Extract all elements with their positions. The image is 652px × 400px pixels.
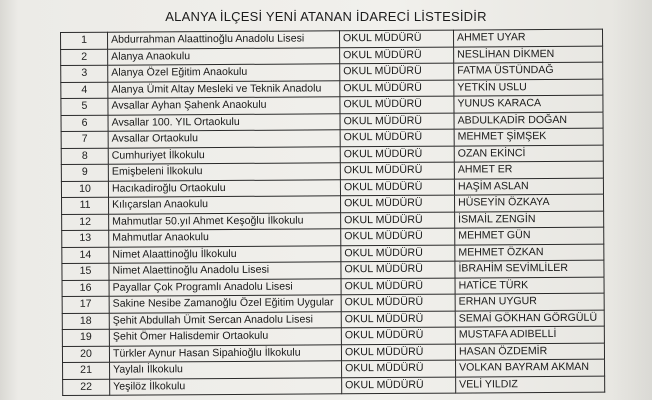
position-cell: OKUL MÜDÜRÜ [340,113,454,130]
position-cell: OKUL MÜDÜRÜ [340,47,454,64]
school-name-cell: Avsallar Ortaokulu [108,130,340,148]
position-cell: OKUL MÜDÜRÜ [340,63,454,80]
administrator-name-cell: YETKİN USLU [454,79,603,96]
position-cell: OKUL MÜDÜRÜ [341,311,455,328]
school-name-cell: Kılıçarslan Anaokulu [109,196,341,214]
row-number: 14 [62,247,109,264]
position-cell: OKUL MÜDÜRÜ [341,294,455,311]
row-number: 7 [61,131,108,148]
row-number: 19 [62,329,109,346]
row-number: 2 [61,49,108,66]
page-shadow [612,0,652,400]
administrator-name-cell: HASAN ÖZDEMİR [455,343,604,360]
row-number: 5 [61,98,108,115]
row-number: 1 [61,32,108,49]
row-number: 8 [61,148,108,165]
administrator-name-cell: MUSTAFA ADIBELLİ [455,326,604,343]
school-name-cell: Şehit Abdullah Ümit Sercan Anadolu Lisesi [109,311,341,329]
school-name-cell: Avsallar Ayhan Şahenk Anaokulu [108,97,340,115]
school-name-cell: Alanya Ümit Altay Mesleki ve Teknik Anadolu [108,80,340,98]
school-name-cell: Türkler Aynur Hasan Sipahioğlu İlkokulu [109,344,341,362]
row-number: 10 [61,181,108,198]
position-cell: OKUL MÜDÜRÜ [341,245,455,262]
administrator-name-cell: AHMET UYAR [453,29,602,46]
row-number: 3 [61,65,108,82]
administrator-name-cell: ERHAN UYGUR [455,293,604,310]
administrator-name-cell: VOLKAN BAYRAM AKMAN [456,359,605,376]
administrator-name-cell: MEHMET ŞİMŞEK [454,128,603,145]
row-number: 6 [61,115,108,132]
row-number: 12 [62,214,109,231]
administrator-name-cell: SEMAİ GÖKHAN GÖRGÜLÜ [455,310,604,327]
school-name-cell: Mahmutlar 50.yıl Ahmet Keşoğlu İlkokulu [109,212,341,230]
school-name-cell: Abdurrahman Alaattinoğlu Anadolu Lisesi [108,31,340,49]
position-cell: OKUL MÜDÜRÜ [340,80,454,97]
school-name-cell: Şehit Ömer Halisdemir Ortaokulu [109,328,341,346]
administrator-name-cell: FATMA ÜSTÜNDAĞ [454,62,603,79]
school-name-cell: Nimet Alaattinoğlu İlkokulu [109,245,341,263]
position-cell: OKUL MÜDÜRÜ [340,179,454,196]
position-cell: OKUL MÜDÜRÜ [340,146,454,163]
row-number: 9 [61,164,108,181]
administrator-name-cell: HATİCE TÜRK [455,277,604,294]
row-number: 13 [62,230,109,247]
school-name-cell: Yaylalı İlkokulu [110,361,342,379]
school-name-cell: Emişbeleni İlkokulu [108,163,340,181]
position-cell: OKUL MÜDÜRÜ [341,344,455,361]
row-number: 17 [62,296,109,313]
row-number: 18 [62,313,109,330]
school-name-cell: Alanya Özel Eğitim Anaokulu [108,64,340,82]
school-name-cell: Mahmutlar Anaokulu [109,229,341,247]
administrator-name-cell: ABDULKADİR DOĞAN [454,112,603,129]
row-number: 11 [62,197,109,214]
position-cell: OKUL MÜDÜRÜ [342,360,456,377]
school-name-cell: Nimet Alaettinoğlu Anadolu Lisesi [109,262,341,280]
administrator-name-cell: MEHMET ÖZKAN [455,244,604,261]
position-cell: OKUL MÜDÜRÜ [342,377,456,394]
position-cell: OKUL MÜDÜRÜ [340,162,454,179]
school-name-cell: Sakine Nesibe Zamanoğlu Özel Eğitim Uygular [109,295,341,313]
position-cell: OKUL MÜDÜRÜ [341,278,455,295]
administrator-name-cell: OZAN EKİNCİ [454,145,603,162]
administrator-name-cell: HAŞİM ASLAN [454,178,603,195]
administrator-name-cell: VELİ YILDIZ [456,376,605,393]
school-name-cell: Hacıkadiroğlu Ortaokulu [108,179,340,197]
administrator-name-cell: YUNUS KARACA [454,95,603,112]
administrator-name-cell: NESLİHAN DİKMEN [454,46,603,63]
table-body [61,29,605,395]
school-name-cell: Yeşilöz İlkokulu [110,377,342,395]
school-name-cell: Avsallar 100. YIL Ortaokulu [108,113,340,131]
document-title: ALANYA İLÇESİ YENİ ATANAN İDARECİ LİSTESİDİR [165,9,487,24]
school-name-cell: Cumhuriyet İlkokulu [108,146,340,164]
administrator-name-cell: MEHMET GÜN [455,227,604,244]
position-cell: OKUL MÜDÜRÜ [340,129,454,146]
position-cell: OKUL MÜDÜRÜ [341,261,455,278]
row-number: 22 [63,379,110,396]
row-number: 16 [62,280,109,297]
position-cell: OKUL MÜDÜRÜ [340,96,454,113]
administrator-name-cell: HÜSEYİN ÖZKAYA [455,194,604,211]
school-name-cell: Alanya Anaokulu [108,47,340,65]
position-cell: OKUL MÜDÜRÜ [341,327,455,344]
row-number: 4 [61,82,108,99]
position-cell: OKUL MÜDÜRÜ [341,228,455,245]
table-row [63,376,605,396]
position-cell: OKUL MÜDÜRÜ [341,195,455,212]
position-cell: OKUL MÜDÜRÜ [341,212,455,229]
row-number: 20 [62,346,109,363]
administrator-name-cell: AHMET ER [454,161,603,178]
school-name-cell: Payallar Çok Programlı Anadolu Lisesi [109,278,341,296]
row-number: 15 [62,263,109,280]
administrator-name-cell: İBRAHİM SEVİMLİLER [455,260,604,277]
administrator-name-cell: İSMAİL ZENGİN [455,211,604,228]
administrator-table [60,29,605,396]
position-cell: OKUL MÜDÜRÜ [339,30,453,47]
row-number: 21 [63,362,110,379]
